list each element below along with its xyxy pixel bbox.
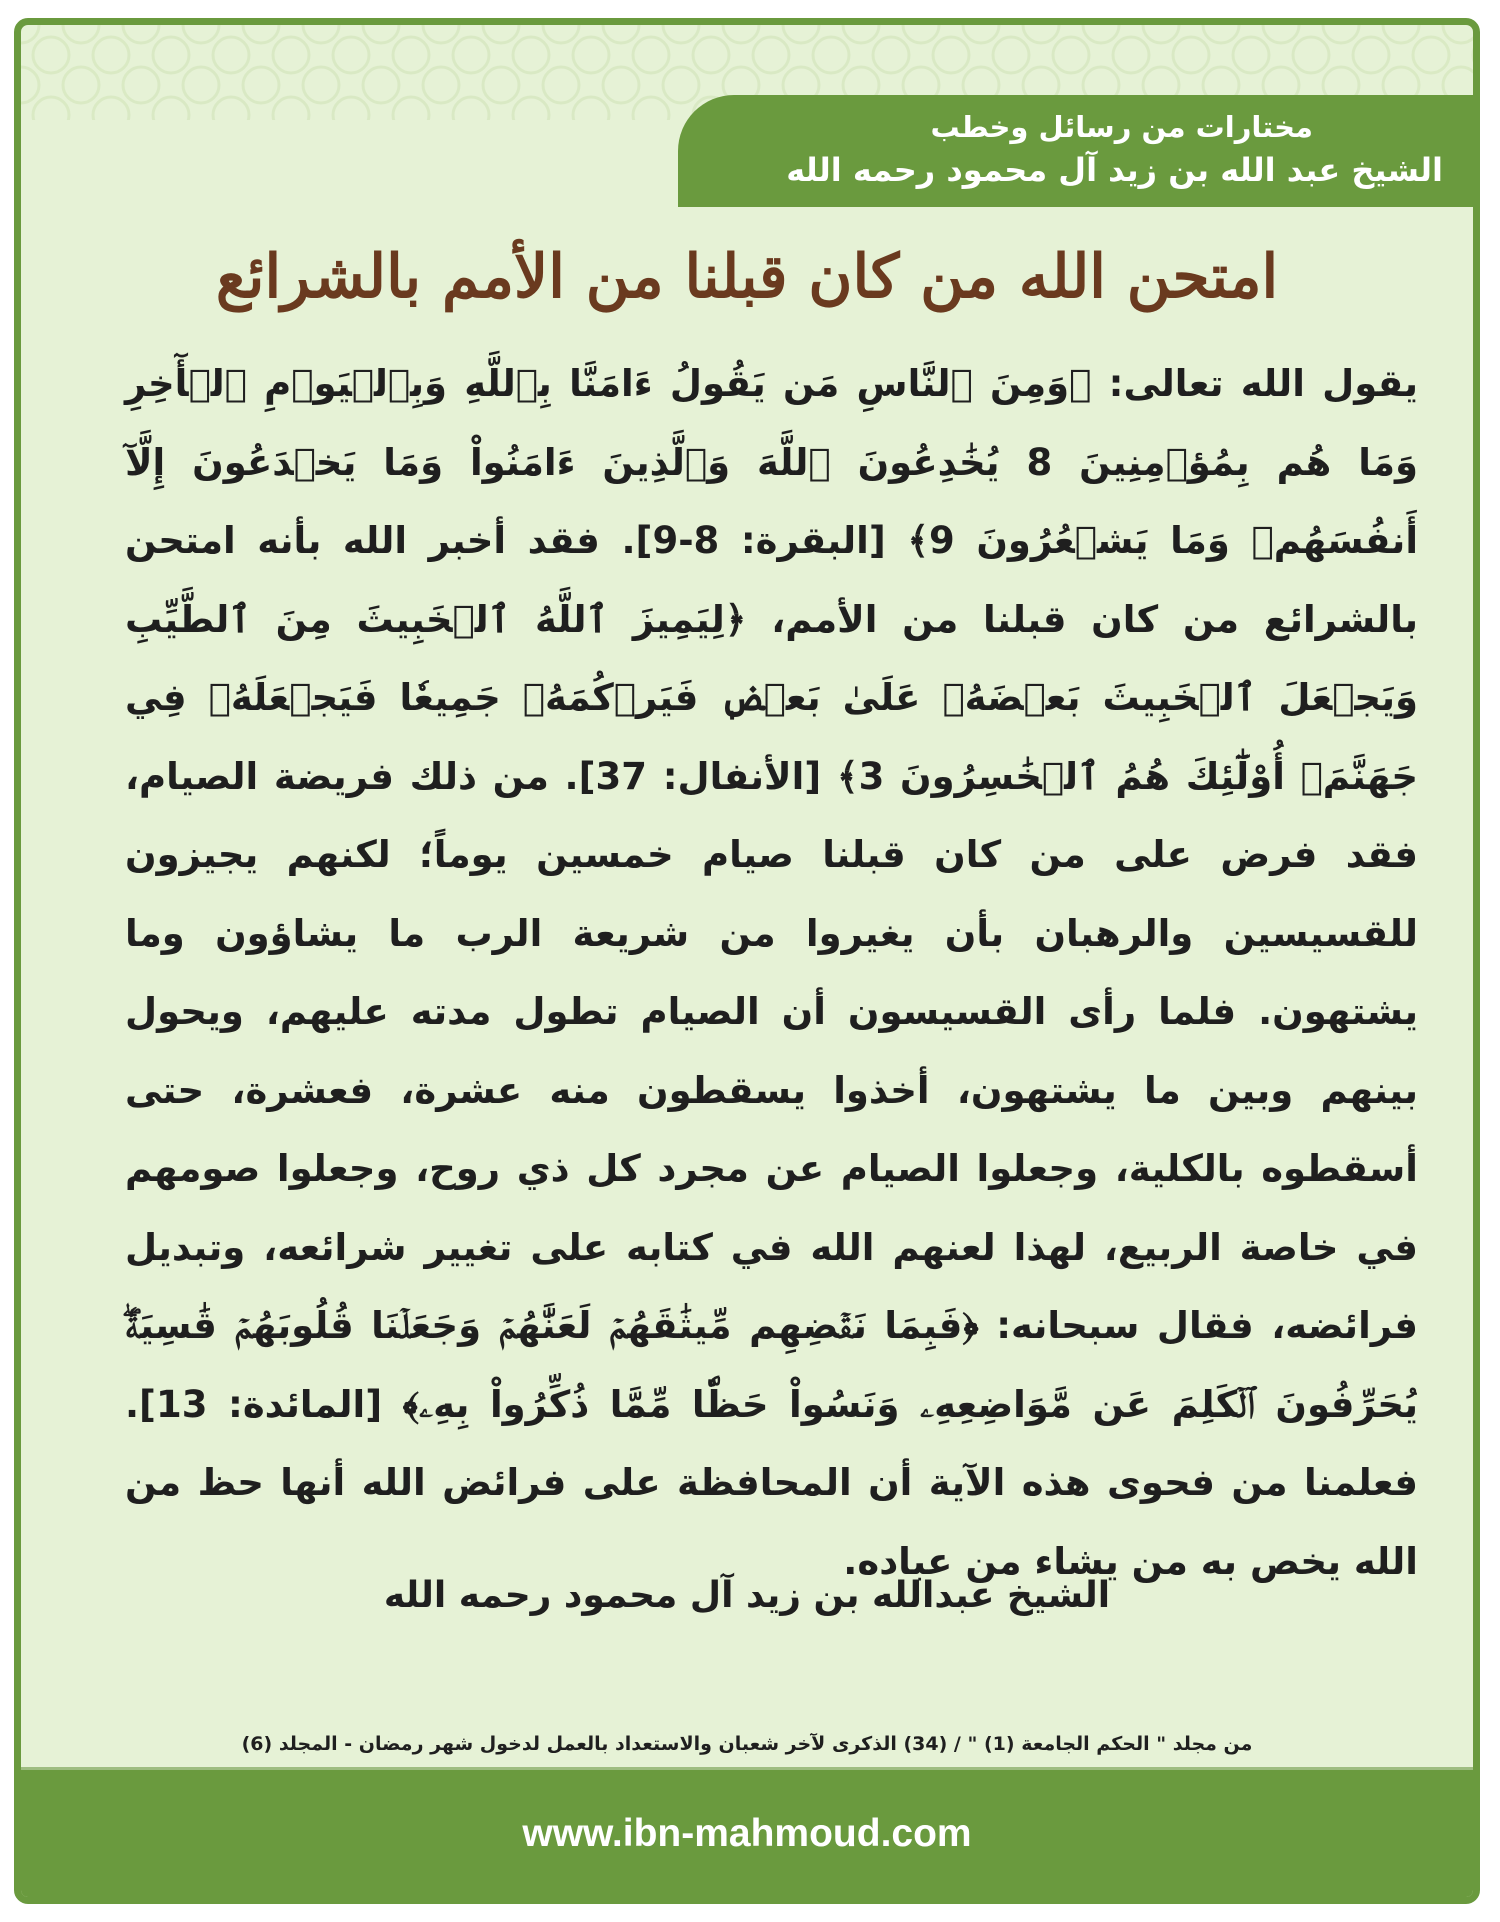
series-title: مختارات من رسائل وخطب — [930, 110, 1313, 144]
page-frame — [14, 18, 1480, 1904]
website-link[interactable]: www.ibn-mahmoud.com — [522, 1812, 972, 1855]
source-citation: من مجلد " الحكم الجامعة (1) " / (34) الذكرى لآخر شعبان والاستعداد بالعمل لدخول شهر رمضان - المجلد (6) — [241, 1733, 1253, 1755]
footer-divider — [21, 1767, 1473, 1770]
header-band — [678, 95, 1473, 207]
footer-band — [21, 1767, 1473, 1897]
article-title: امتحن الله من كان قبلنا من الأمم بالشرائع — [215, 242, 1279, 312]
author-heading: الشيخ عبد الله بن زيد آل محمود رحمه الله — [786, 151, 1443, 189]
author-signature: الشيخ عبدالله بن زيد آل محمود رحمه الله — [383, 1575, 1111, 1616]
article-body: يقول الله تعالى: ﴿وَمِنَ ٱلنَّاسِ مَن يَقُولُ ءَامَنَّا بِٱللَّهِ وَبِٱلۡيَوۡمِ ٱلۡأٓخِرِ وَمَا هُم بِمُؤۡمِنِينَ 8 يُخَٰدِعُونَ ٱللَّهَ وَٱلَّذِينَ ءَامَنُواْ وَمَا يَخۡدَعُونَ إِلَّآ أَنفُسَهُمۡ وَمَا يَشۡعُرُونَ 9﴾ [البقرة: 8-9]. فقد أخبر الله بأنه امتحن بالشرائع من كان قبلنا من الأمم، ﴿لِيَمِيزَ ٱللَّهُ ٱلۡخَبِيثَ مِنَ ٱلطَّيِّبِ وَيَجۡعَلَ ٱلۡخَبِيثَ بَعۡضَهُۥ عَلَىٰ بَعۡضٖ فَيَرۡكُمَهُۥ جَمِيعٗا فَيَجۡعَلَهُۥ فِي جَهَنَّمَۚ أُوْلَٰٓئِكَ هُمُ ٱلۡخَٰسِرُونَ 3﴾ [الأنفال: 37]. من ذلك فريضة الصيام، فقد فرض على من كان قبلنا صيام خمسين يوماً؛ لكنهم يجيزون للقسيسين والرهبان بأن يغيروا من شريعة الرب ما يشاؤون وما يشتهون. فلما رأى القسيسون أن الصيام تطول مدته عليهم، ويحول بينهم وبين ما يشتهون، أخذوا يسقطون منه عشرة، فعشرة، حتى أسقطوه بالكلية، وجعلوا الصيام عن مجرد كل ذي روح، وجعلوا صومهم في خاصة الربيع، لهذا لعنهم الله في كتابه على تغيير شرائعه، وتبديل فرائضه، فقال سبحانه: ﴿فَبِمَا نَقۡضِهِم مِّيثَٰقَهُمۡ لَعَنَّٰهُمۡ وَجَعَلۡنَا قُلُوبَهُمۡ قَٰسِيَةٗۖ يُحَرِّفُونَ ٱلۡكَلِمَ عَن مَّوَاضِعِهِۦ وَنَسُواْ حَظّٗا مِّمَّا ذُكِّرُواْ بِهِۦ﴾ [المائدة: 13]. فعلمنا من فحوى هذه الآية أن المحافظة على فرائض الله أنها حظ من الله يخص به من يشاء من عباده. — [125, 362, 1418, 1583]
